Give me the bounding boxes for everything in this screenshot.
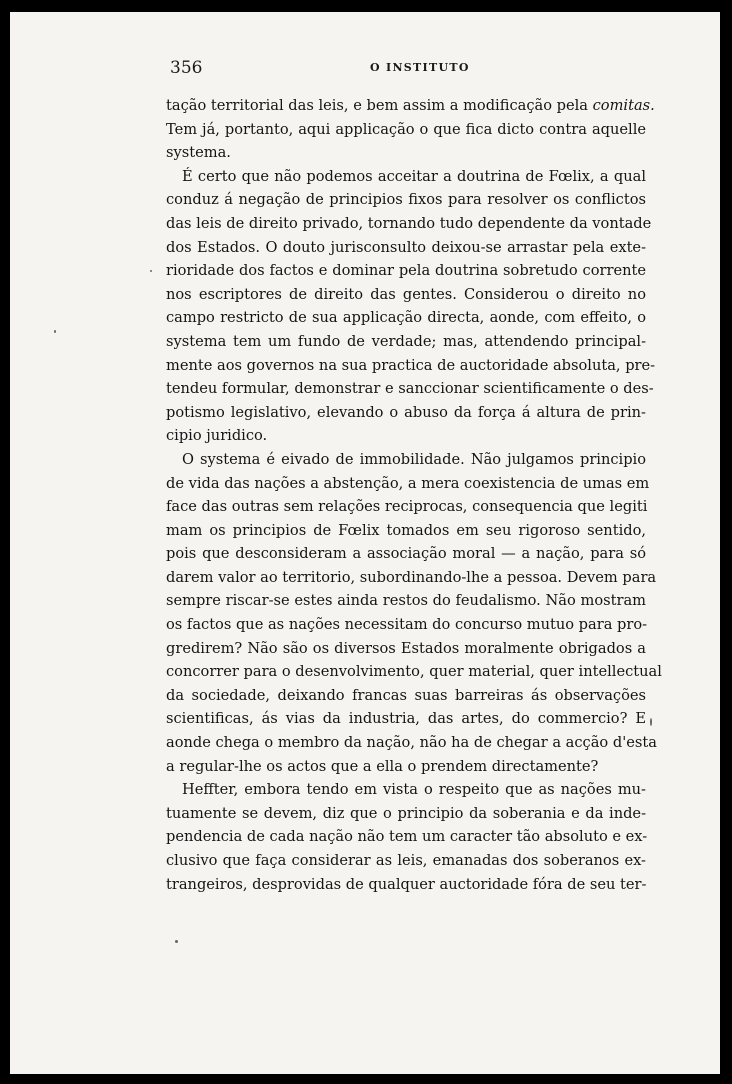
paper-sheet (10, 12, 720, 1074)
text-line: aonde chega o membro da nação, não ha de chegar a acção d'esta (166, 734, 657, 752)
paragraph (166, 165, 656, 448)
text-line: concorrer para o desenvolvimento, quer material, quer intellectual (166, 663, 662, 681)
text-line: rioridade dos factos e dominar pela doutrina sobretudo corrente (166, 262, 646, 280)
text-line: É certo que não podemos acceitar a doutrina de Fœlix, a qual (182, 167, 646, 185)
text-line: mam os principios de Fœlix tomados em seu rigoroso sentido, (166, 521, 646, 539)
scan-speck (54, 330, 56, 333)
text-line: potismo legislativo, elevando o abuso da força á altura de prin- (166, 403, 646, 421)
text-line: clusivo que faça considerar as leis, emanadas dos soberanos ex- (166, 852, 646, 869)
body-text (166, 94, 662, 896)
text-line: face das outras sem relações reciprocas, consequencia que legiti (166, 498, 648, 516)
text-line: systema tem um fundo de verdade; mas, attendendo principal- (166, 332, 646, 350)
text-line: cipio juridico. (166, 427, 268, 445)
text-line: mente aos governos na sua practica de auctoridade absoluta, pre- (166, 356, 656, 374)
paragraph (166, 448, 662, 778)
text-line: gredirem? Não são os diversos Estados moralmente obrigados a (166, 639, 646, 657)
text-line: os factos que as nações necessitam do concurso mutuo para pro- (166, 616, 648, 634)
text-line: tuamente se devem, diz que o principio da soberania e da inde- (166, 804, 646, 822)
text-line: systema. (166, 144, 231, 162)
text-line: campo restricto de sua applicação directa, aonde, com effeito, o (166, 309, 646, 327)
page-header (170, 58, 650, 82)
scan-speck (175, 940, 178, 943)
text-line: Heffter, embora tendo em vista o respeito que as nações mu- (182, 781, 646, 799)
text-line: nos escriptores de direito das gentes. Considerou o direito no (166, 285, 646, 303)
text-line: dos Estados. O douto jurisconsulto deixou-se arrastar pela exte- (166, 238, 646, 256)
text-line: darem valor ao territorio, subordinando-lhe a pessoa. Devem para (166, 568, 657, 586)
text-line: a regular-lhe os actos que a ella o prendem directamente? (166, 757, 599, 775)
text-line: pendencia de cada nação não tem um caracter tão absoluto e ex- (166, 828, 648, 846)
text-line (166, 94, 655, 118)
text-line: das leis de direito privado, tornando tudo dependente da vontade (166, 214, 652, 232)
text-line: scientificas, ás vias da industria, das artes, do commercio? E (166, 710, 646, 728)
text-line: de vida das nações a abstenção, a mera coexistencia de umas em (166, 474, 650, 492)
running-title: O INSTITUTO (370, 61, 470, 74)
text-line: Tem já, portanto, aqui applicação o que fica dicto contra aquelle (166, 120, 646, 138)
text-line-content: tação territorial das leis, e bem assim a modificação pela (166, 97, 593, 114)
paragraph (166, 778, 646, 896)
page-number: 356 (170, 58, 203, 78)
text-line: trangeiros, desprovidas de qualquer auctoridade fóra de seu ter- (166, 875, 647, 893)
text-line: tendeu formular, demonstrar e sanccionar scientificamente o des- (166, 380, 654, 398)
text-line: pois que desconsideram a associação moral — a nação, para só (166, 545, 646, 563)
text-line: da sociedade, deixando francas suas barreiras ás observações (166, 686, 646, 704)
text-line: O systema é eivado de immobilidade. Não julgamos principio (182, 450, 646, 468)
text-line: sempre riscar-se estes ainda restos do feudalismo. Não mostram (166, 592, 646, 610)
emphasis-word: comitas. (592, 97, 655, 114)
scan-speck (650, 718, 652, 726)
paragraph (166, 94, 655, 165)
scan-speck (150, 270, 152, 272)
text-line: conduz á negação de principios fixos para resolver os conflictos (166, 191, 646, 209)
